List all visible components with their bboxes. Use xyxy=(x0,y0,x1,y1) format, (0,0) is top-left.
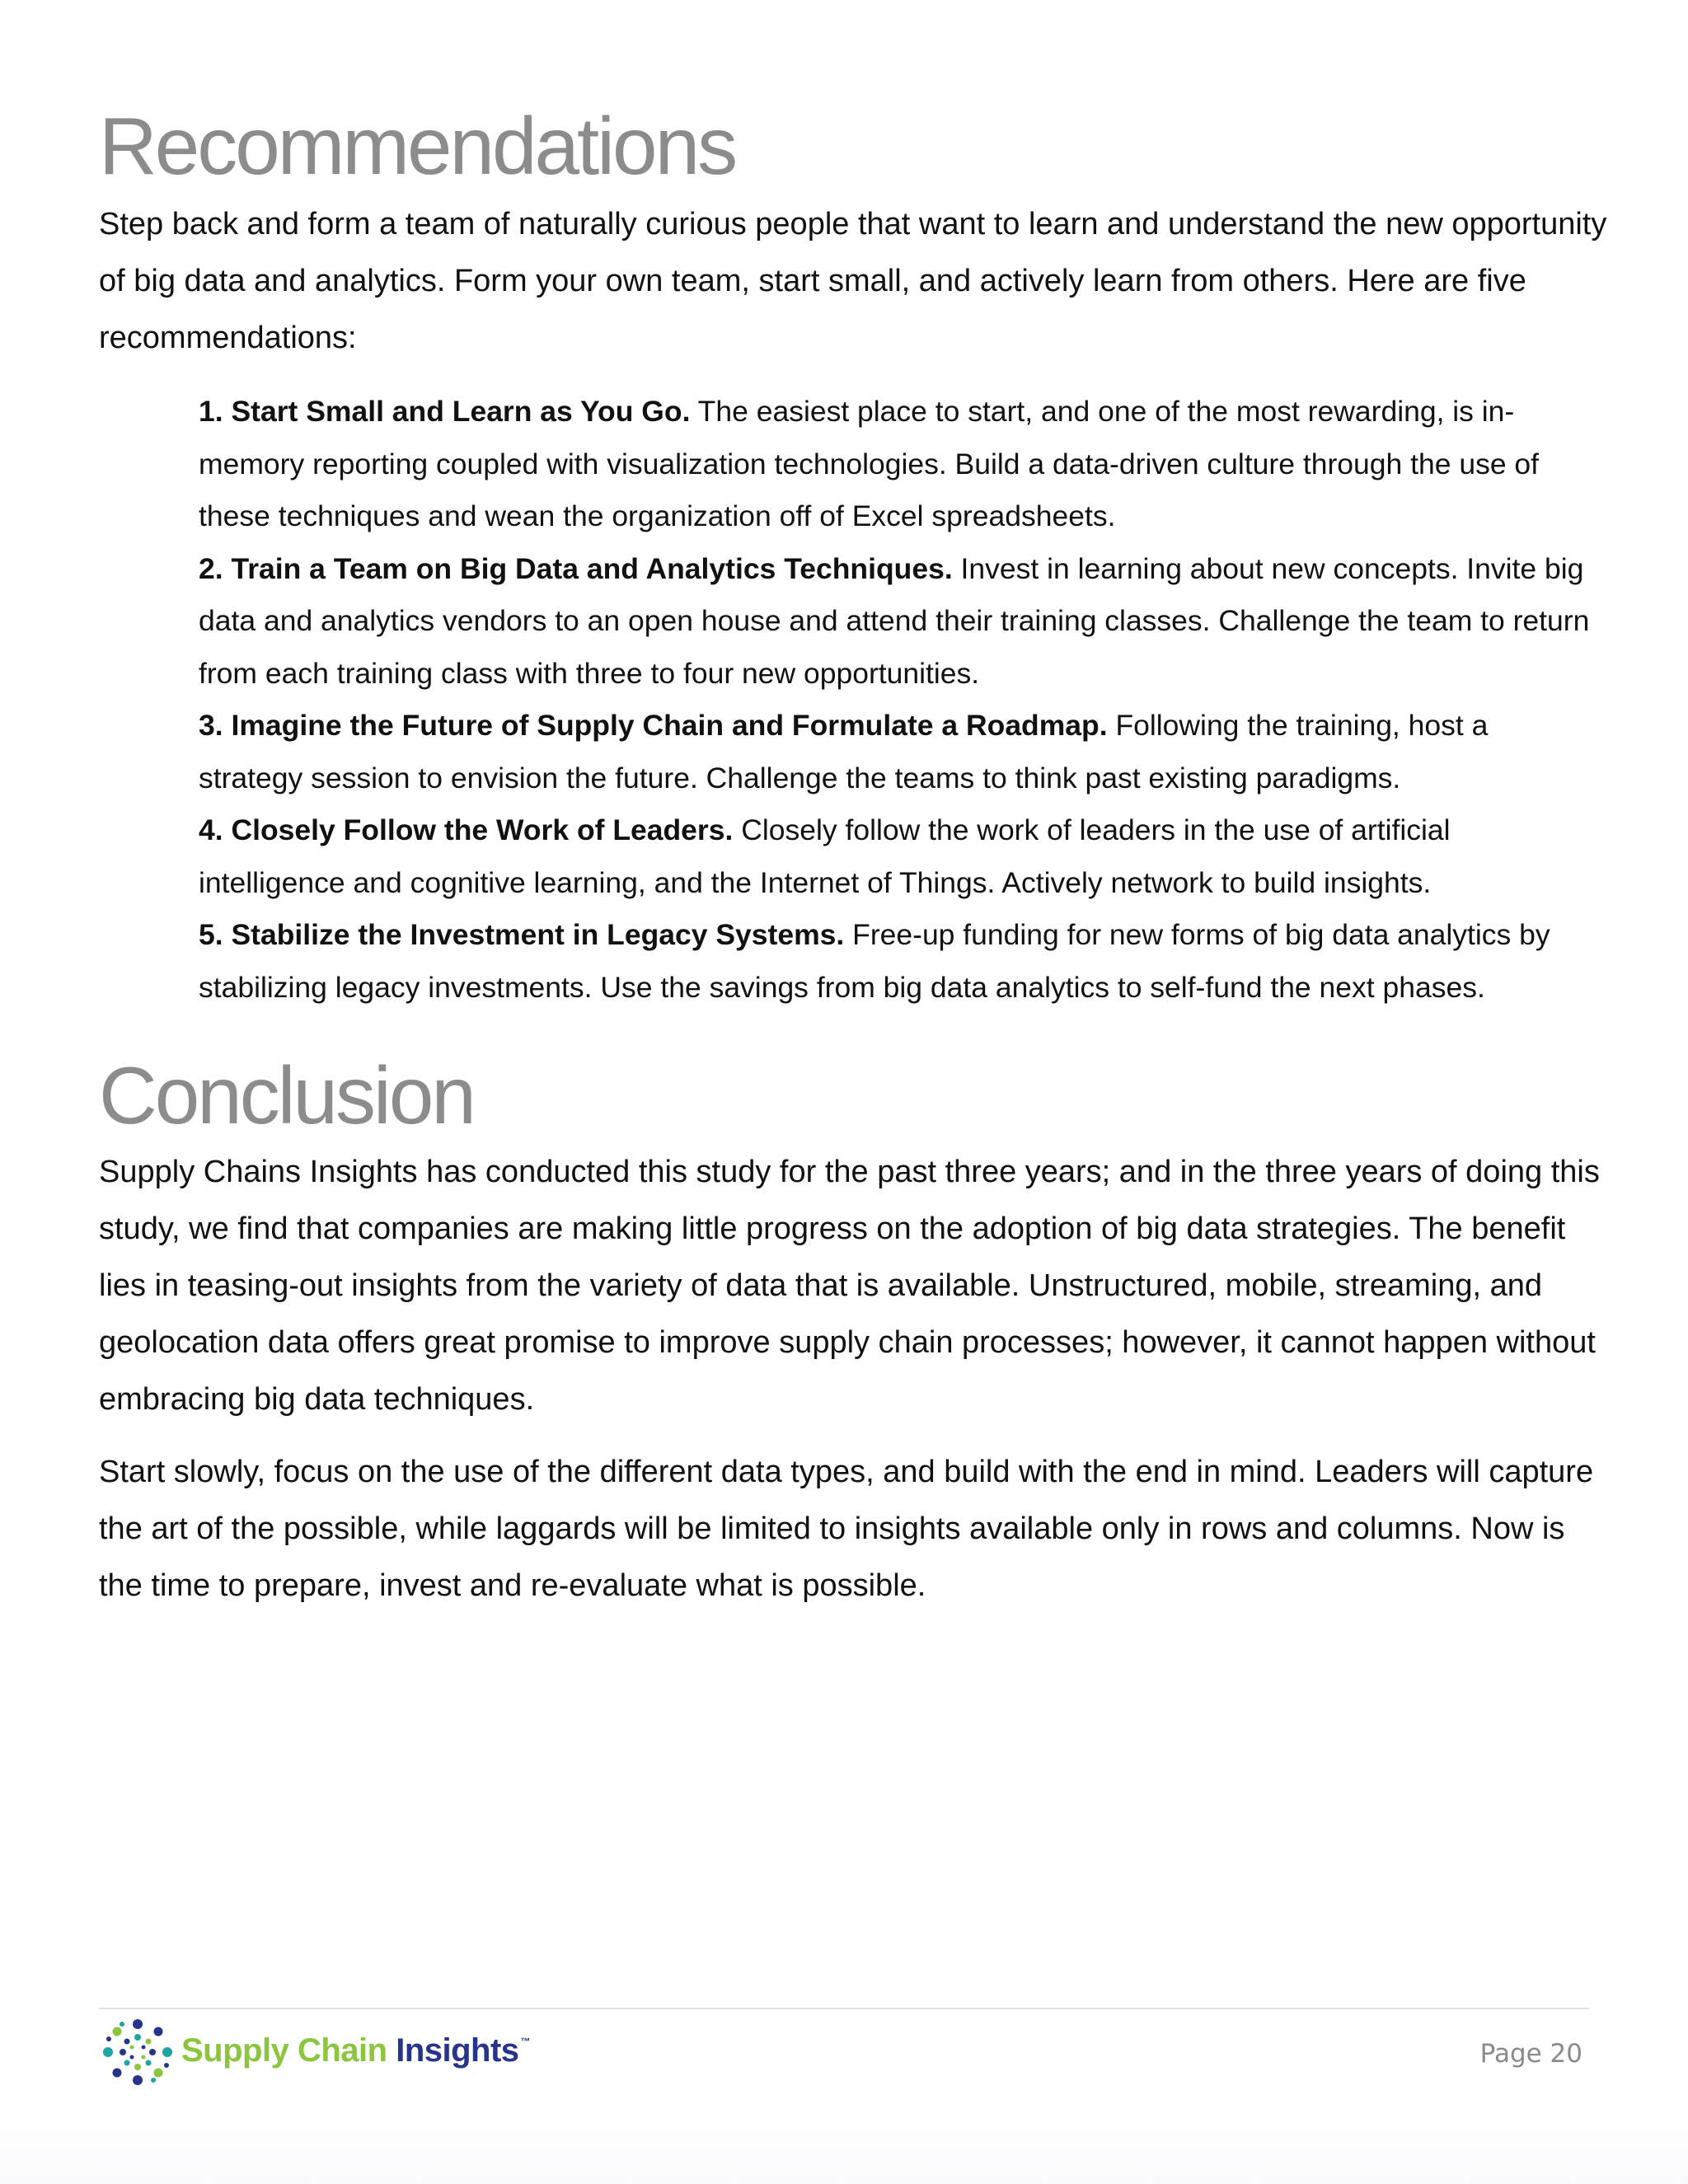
recommendation-text: Free-up funding for new forms of big data analytics by stabilizing legacy investments. Use the savings from big data analytics to self-fund the next phases. xyxy=(199,918,1550,1004)
recommendation-title: 2. Train a Team on Big Data and Analytics Techniques. xyxy=(199,551,953,585)
recommendation-text: Invest in learning about new concepts. Invite big data and analytics vendors to an open house and attend their training classes. Challenge the team to return from each training class with three to four new opportunities. xyxy=(199,551,1590,690)
recommendation-item xyxy=(199,700,1600,804)
recommendation-item xyxy=(199,909,1600,1014)
recommendations-list xyxy=(199,386,1600,1014)
recommendation-title: 1. Start Small and Learn as You Go. xyxy=(199,395,691,428)
recommendation-title: 3. Imagine the Future of Supply Chain and Formulate a Roadmap. xyxy=(199,709,1108,742)
supply-chain-insights-logo xyxy=(102,2018,530,2087)
conclusion-paragraph: Start slowly, focus on the use of the different data types, and build with the end in mind. Leaders will capture the art of the possible, while laggards will be limited to insights available only in rows and columns. Now is the time to prepare, invest and re-evaluate what is possible. xyxy=(99,1455,1594,1603)
recommendations-heading: Recommendations xyxy=(99,101,736,191)
page-number: Page 20 xyxy=(1479,2039,1582,2069)
recommendation-item xyxy=(199,804,1600,909)
recommendation-text: Closely follow the work of leaders in the use of artificial intelligence and cognitive learning, and the Internet of Things. Actively network to build insights. xyxy=(199,813,1451,899)
recommendation-title: 4. Closely Follow the Work of Leaders. xyxy=(199,813,734,846)
logo-wordmark xyxy=(181,2032,530,2069)
logo-trademark: ™ xyxy=(520,2035,531,2047)
logo-word-insights: Insights xyxy=(396,2032,519,2069)
recommendation-text: Following the training, host a strategy session to envision the future. Challenge the teams to think past existing paradigms. xyxy=(199,709,1489,794)
logo-dots xyxy=(103,2019,172,2085)
recommendations-intro: Step back and form a team of naturally curious people that want to learn and understand the new opportunity of big data and analytics. Form your own team, start small, and actively learn from others. Here are five recommendations: xyxy=(99,207,1607,355)
footer-divider xyxy=(99,2008,1589,2009)
recommendation-item xyxy=(199,386,1600,543)
conclusion-paragraph: Supply Chains Insights has conducted this study for the past three years; and in the three years of doing this study, we find that companies are making little progress on the adoption of big data strategies. The benefit lies in teasing-out insights from the variety of data that is available. Unstructured, mobile, streaming, and geolocation data offers great promise to improve supply chain processes; however, it cannot happen without embracing big data techniques. xyxy=(99,1155,1600,1417)
recommendation-text: The easiest place to start, and one of the most rewarding, is in-memory reporting coupled with visualization technologies. Build a data-driven culture through the use of these techniques and wean the organization off of Excel spreadsheets. xyxy=(199,395,1540,532)
logo-word-supply-chain: Supply Chain xyxy=(181,2032,387,2069)
conclusion-heading: Conclusion xyxy=(99,1050,474,1141)
recommendation-item xyxy=(199,543,1600,701)
page-bottom-shade xyxy=(0,2102,1688,2184)
recommendation-title: 5. Stabilize the Investment in Legacy Systems. xyxy=(199,918,845,951)
dot-burst-logo-icon xyxy=(102,2018,173,2087)
